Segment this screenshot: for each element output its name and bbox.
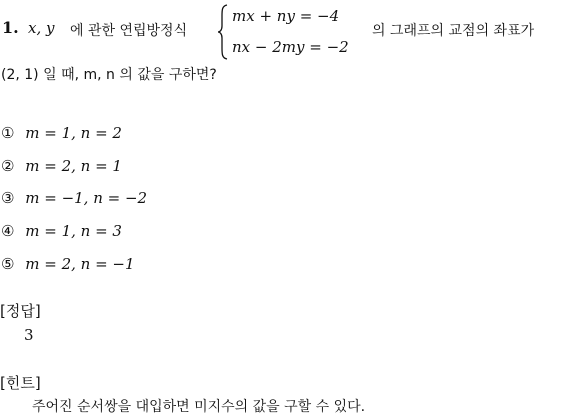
problem-after-text: 의 그래프의 교점의 좌표가 xyxy=(372,23,535,39)
choice-5[interactable] xyxy=(1,255,135,273)
choice-1[interactable] xyxy=(1,124,122,142)
equation-brace xyxy=(218,4,228,60)
answer-label: [정답] xyxy=(0,302,41,320)
hint-label: [힌트] xyxy=(0,374,41,392)
choice-2[interactable] xyxy=(1,157,122,175)
choice-3-text: m = −1, n = −2 xyxy=(25,189,148,207)
choice-4-marker: ④ xyxy=(1,222,15,240)
equation-1: mx + ny = −4 xyxy=(232,7,340,25)
answer-value: 3 xyxy=(24,326,34,344)
choice-1-marker: ① xyxy=(1,124,15,142)
choice-4[interactable] xyxy=(1,222,122,240)
choice-1-text: m = 1, n = 2 xyxy=(25,124,122,142)
choice-3[interactable] xyxy=(1,189,147,207)
equation-2: nx − 2my = −2 xyxy=(232,38,349,56)
choice-3-marker: ③ xyxy=(1,189,15,207)
choice-4-text: m = 1, n = 3 xyxy=(25,222,122,240)
choice-5-text: m = 2, n = −1 xyxy=(25,255,135,273)
choice-2-marker: ② xyxy=(1,157,15,175)
hint-text: 주어진 순서쌍을 대입하면 미지수의 값을 구할 수 있다. xyxy=(32,399,366,415)
problem-variables: x, y xyxy=(28,19,55,37)
choice-2-text: m = 2, n = 1 xyxy=(25,157,122,175)
problem-number: 1. xyxy=(2,18,19,37)
choice-5-marker: ⑤ xyxy=(1,255,15,273)
problem-question: (2, 1) 일 때, m, n 의 값을 구하면? xyxy=(1,67,217,83)
problem-intro-text: 에 관한 연립방정식 xyxy=(70,23,188,39)
